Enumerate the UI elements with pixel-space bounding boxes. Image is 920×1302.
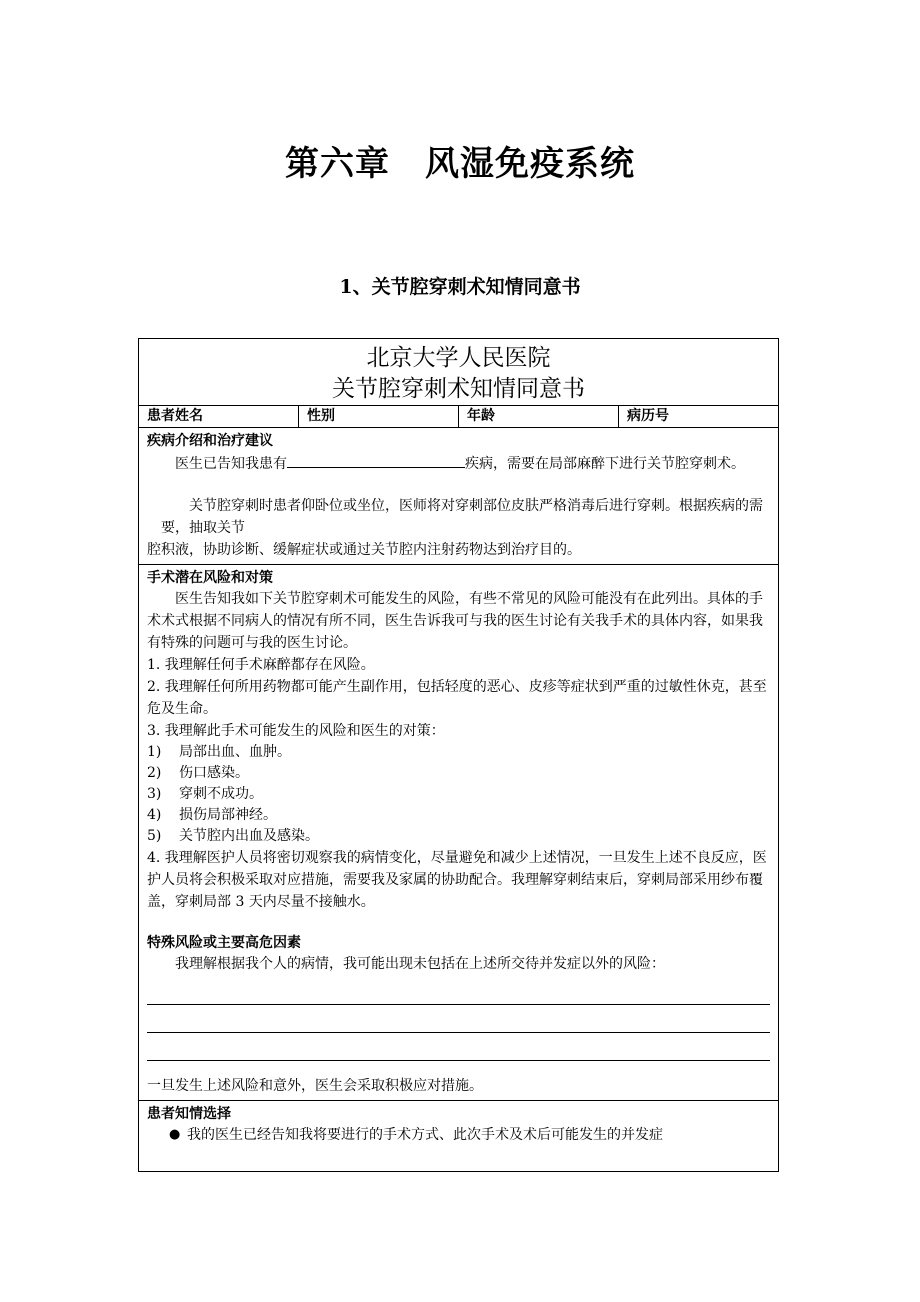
sub-item: 1) 局部出血、血肿。 — [147, 744, 291, 760]
risk-item-3: 3. 我理解此手术可能发生的风险和医生的对策： — [147, 723, 445, 739]
disease-heading: 疾病介绍和治疗建议 — [147, 433, 273, 449]
risks-heading: 手术潜在风险和对策 — [147, 570, 273, 586]
blank-line[interactable] — [147, 1005, 770, 1033]
bullet-icon: ● — [169, 1127, 181, 1142]
patient-name-field[interactable]: 患者姓名 — [147, 408, 203, 424]
risk-item-4: 4. 我理解医护人员将密切观察我的病情变化，尽量避免和减少上述情况，一旦发生上述不良反应，医护人员将会积极采取对应措施，需要我及家属的协助配合。我理解穿刺结束后，穿刺局部采用纱布覆盖，穿刺局部 3 天内尽量不接触水。 — [147, 850, 767, 910]
sub-item: 4) 损伤局部神经。 — [147, 807, 277, 823]
risks-section — [139, 565, 778, 1101]
sub-item: 5) 关节腔内出血及感染。 — [147, 828, 319, 844]
patient-info-row — [139, 405, 778, 428]
risk-closing: 一旦发生上述风险和意外，医生会采取积极应对措施。 — [147, 1078, 483, 1094]
hospital-name: 北京大学人民医院 — [366, 345, 551, 371]
special-risk-text: 我理解根据我个人的病情，我可能出现未包括在上述所交待并发症以外的风险： — [175, 956, 665, 972]
risk-item-2: 2. 我理解任何所用药物都可能产生副作用，包括轻度的恶心、皮疹等症状到严重的过敏性休克，甚至危及生命。 — [147, 679, 767, 717]
sub-item: 3) 穿刺不成功。 — [147, 786, 263, 802]
risks-intro: 医生告知我如下关节腔穿刺术可能发生的风险，有些不常见的风险可能没有在此列出。具体的手术术式根据不同病人的情况有所不同，医生告诉我可与我的医生讨论有关我手术的具体内容，如果我有特殊的问题可与我的医生讨论。 — [147, 591, 763, 651]
chapter-title: 第六章 风湿免疫系统 — [285, 144, 635, 184]
disease-statement: 医生已告知我患有 疾病，需要在局部麻醉下进行关节腔穿刺术。 — [147, 451, 770, 475]
form-header — [139, 339, 778, 405]
risk-item-1: 1. 我理解任何手术麻醉都存在风险。 — [147, 657, 375, 673]
form-title: 关节腔穿刺术知情同意书 — [332, 376, 585, 402]
consent-form — [138, 338, 779, 1172]
special-risk-heading: 特殊风险或主要高危因素 — [147, 935, 301, 951]
choice-section — [139, 1101, 778, 1149]
sub-item: 2) 伤口感染。 — [147, 765, 249, 781]
section-title: 1、关节腔穿刺术知情同意书 — [339, 276, 581, 298]
blank-line[interactable] — [147, 1033, 770, 1061]
age-field[interactable]: 年龄 — [458, 406, 618, 427]
disease-blank[interactable] — [287, 451, 465, 468]
choice-bullet: ● 我的医生已经告知我将要进行的手术方式、此次手术及术后可能发生的并发症 — [147, 1124, 770, 1146]
special-risk-blank-lines[interactable] — [147, 977, 770, 1061]
gender-field[interactable]: 性别 — [298, 406, 458, 427]
disease-section — [139, 428, 778, 565]
choice-heading: 患者知情选择 — [147, 1106, 231, 1122]
procedure-description-cont: 腔积液，协助诊断、缓解症状或通过关节腔内注射药物达到治疗目的。 — [147, 542, 581, 558]
blank-line[interactable] — [147, 977, 770, 1005]
record-number-field[interactable]: 病历号 — [618, 406, 778, 427]
procedure-description: 关节腔穿刺时患者仰卧位或坐位，医师将对穿刺部位皮肤严格消毒后进行穿刺。根据疾病的需要，抽取关节 — [161, 498, 763, 536]
